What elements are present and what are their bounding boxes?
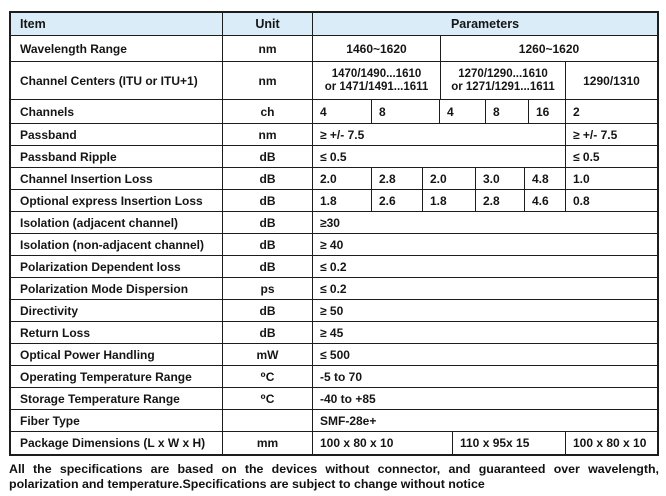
param-cell: 4 — [440, 100, 486, 123]
item-cell: Package Dimensions (L x W x H) — [11, 432, 223, 454]
item-cell: Return Loss — [11, 322, 223, 343]
footnote-text: All the specifications are based on the devices without connector, and guaranteed over wavelength, polarization and temperature.Specifications are subject to change without notice — [9, 462, 659, 491]
item-cell: Optional express Insertion Loss — [11, 190, 223, 211]
unit-cell: dB — [223, 234, 313, 255]
item-cell: Channel Centers (ITU or ITU+1) — [11, 62, 223, 99]
unit-cell: nm — [223, 62, 313, 99]
row-package-dimensions — [11, 432, 657, 454]
param-cell: 110 x 95x 15 — [453, 432, 566, 454]
param-cell: ≤ 0.5 — [313, 146, 566, 167]
param-cell: 2.8 — [476, 190, 525, 211]
unit-cell: dB — [223, 300, 313, 321]
param-cell: -40 to +85 — [320, 391, 376, 406]
param-cell: ≥ 50 — [320, 303, 344, 318]
item-cell: Polarization Mode Dispersion — [11, 278, 223, 299]
param-cell — [441, 62, 566, 99]
row-fiber-type — [11, 410, 657, 432]
row-passband-ripple — [11, 146, 657, 168]
param-cell: ≤ 0.2 — [320, 281, 347, 296]
param-cell: ≥ 40 — [320, 237, 344, 252]
param-cell: 16 — [529, 100, 566, 123]
item-cell: Operating Temperature Range — [11, 366, 223, 387]
header-unit: Unit — [223, 13, 313, 35]
unit-cell: dB — [223, 212, 313, 233]
center-line: 1470/1490...1610 — [331, 67, 422, 80]
row-directivity — [11, 300, 657, 322]
param-cell: 100 x 80 x 10 — [573, 436, 647, 450]
item-cell: Channel Insertion Loss — [11, 168, 223, 189]
param-cell: 4.6 — [525, 190, 566, 211]
unit-cell: ps — [223, 278, 313, 299]
row-polarization-mode-dispersion — [11, 278, 657, 300]
row-storage-temperature-range — [11, 388, 657, 410]
item-cell: Storage Temperature Range — [11, 388, 223, 409]
param-cell: 8 — [372, 100, 440, 123]
param-cell: -5 to 70 — [320, 369, 363, 384]
param-cell: 1.8 — [423, 190, 476, 211]
param-cell: ≤ 500 — [320, 347, 350, 362]
param-cell: 8 — [486, 100, 529, 123]
unit-cell: nm — [223, 124, 313, 145]
unit-cell: dB — [223, 322, 313, 343]
item-cell: Polarization Dependent loss — [11, 256, 223, 277]
unit-cell — [223, 410, 313, 431]
param-cell: 3.0 — [476, 168, 525, 189]
param-cell: 2.0 — [313, 168, 372, 189]
param-cell: 4 — [313, 100, 372, 123]
row-wavelength-range — [11, 36, 657, 62]
row-isolation-adjacent — [11, 212, 657, 234]
param-cell: 2.8 — [372, 168, 423, 189]
row-operating-temperature-range — [11, 366, 657, 388]
header-row — [11, 13, 657, 36]
item-cell: Fiber Type — [11, 410, 223, 431]
unit-cell: ⁰C — [223, 366, 313, 387]
item-cell: Isolation (non-adjacent channel) — [11, 234, 223, 255]
param-cell: ≤ 0.5 — [573, 149, 600, 164]
item-cell: Optical Power Handling — [11, 344, 223, 365]
param-cell: ≥ +/- 7.5 — [313, 124, 566, 145]
row-return-loss — [11, 322, 657, 344]
row-isolation-non-adjacent — [11, 234, 657, 256]
header-item: Item — [11, 13, 223, 35]
param-cell: 2 — [573, 104, 580, 119]
unit-cell: nm — [223, 36, 313, 61]
param-cell: 0.8 — [573, 193, 590, 208]
param-cell: SMF-28e+ — [320, 413, 377, 428]
unit-cell: dB — [223, 190, 313, 211]
row-polarization-dependent-loss — [11, 256, 657, 278]
row-passband — [11, 124, 657, 146]
unit-cell: mm — [223, 432, 313, 454]
row-optical-power-handling — [11, 344, 657, 366]
row-channel-insertion-loss — [11, 168, 657, 190]
item-cell: Directivity — [11, 300, 223, 321]
specification-table — [9, 11, 659, 456]
row-channels — [11, 100, 657, 124]
param-cell: 4.8 — [525, 168, 566, 189]
item-cell: Passband Ripple — [11, 146, 223, 167]
param-cell: ≤ 0.2 — [320, 259, 347, 274]
row-optional-express-insertion-loss — [11, 190, 657, 212]
param-cell: ≥30 — [320, 215, 340, 230]
param-cell: ≥ +/- 7.5 — [573, 127, 618, 142]
param-cell: 100 x 80 x 10 — [313, 432, 453, 454]
param-cell: ≥ 45 — [320, 325, 344, 340]
row-channel-centers — [11, 62, 657, 100]
param-cell: 1290/1310 — [583, 73, 640, 88]
param-cell: 2.6 — [372, 190, 423, 211]
item-cell: Channels — [11, 100, 223, 123]
item-cell: Wavelength Range — [11, 36, 223, 61]
item-cell: Isolation (adjacent channel) — [11, 212, 223, 233]
unit-cell: dB — [223, 168, 313, 189]
unit-cell: mW — [223, 344, 313, 365]
header-parameters: Parameters — [450, 17, 520, 31]
param-cell: 1.0 — [573, 171, 590, 186]
item-cell: Passband — [11, 124, 223, 145]
param-cell — [313, 62, 441, 99]
center-line: or 1271/1291...1611 — [451, 80, 555, 93]
unit-cell: dB — [223, 256, 313, 277]
unit-cell: dB — [223, 146, 313, 167]
param-cell: 1.8 — [313, 190, 372, 211]
center-line: or 1471/1491...1611 — [324, 80, 429, 93]
param-cell: 1460~1620 — [313, 36, 441, 61]
param-cell: 2.0 — [423, 168, 476, 189]
param-cell: 1260~1620 — [518, 41, 580, 56]
unit-cell: ⁰C — [223, 388, 313, 409]
unit-cell: ch — [223, 100, 313, 123]
center-line: 1270/1290...1610 — [458, 67, 548, 80]
